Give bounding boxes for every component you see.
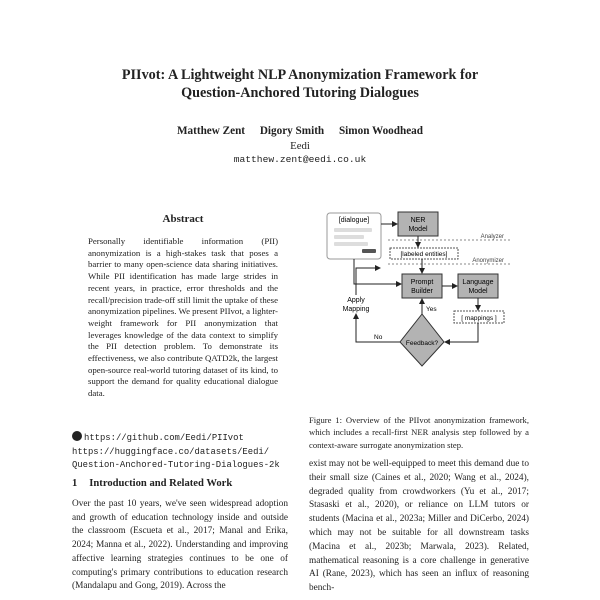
author-email[interactable]: matthew.zent@eedi.co.uk xyxy=(233,154,367,165)
right-column-text: exist may not be well-equipped to meet this demand due to their small size (Caines et al., 2020; Wang et al., 2024), degraded quality from crowdworkers (Yu et al., 2017; Stasaski et al., 2020), or reliance on LLM tutors or students (Macina et al., 2023a; Miller and DiCerbo, 2024) which may not be suitable for all downstream tasks (Macina et al., 2023b; Marwala, 2023). Related, mathematical reasoning is a core challenge in generative AI (Rane, 2023), which has seen an influx of reasoning bench- xyxy=(309,459,529,594)
anonymizer-label: Anonymizer xyxy=(472,258,504,264)
author-list xyxy=(0,125,600,137)
huggingface-link-line-1[interactable]: https://huggingface.co/datasets/Eedi/ xyxy=(72,446,270,457)
labeled-entities-label: [labeled entities] xyxy=(400,251,448,258)
intro-text: Over the past 10 years, we've seen widespread adoption and growth of education technology inside and outside the classroom (Escueta et al., 2017; Manal and Erika, 2024; Manna et al., 2022). Understanding and improving affective learning strategies continues to be one of computing's primary contributions to education research (Mandalapu and Gong, 2019). Across the xyxy=(72,499,288,592)
section-heading xyxy=(72,478,232,489)
paper-title xyxy=(0,66,600,102)
dialogue-card xyxy=(327,213,381,259)
huggingface-link-line-2[interactable]: Question-Anchored-Tutoring-Dialogues-2k xyxy=(72,460,280,471)
github-icon xyxy=(72,431,82,441)
figure-caption: Figure 1: Overview of the PIIvot anonymization framework, which includes a recall-first NER analysis step followed by a context-aware surrogate anonymization step. xyxy=(309,415,529,450)
chat-bubble xyxy=(334,242,368,246)
author-3: Simon Woodhead xyxy=(338,125,423,137)
arrow xyxy=(354,259,401,284)
no-label: No xyxy=(374,334,383,341)
yes-label: Yes xyxy=(426,306,437,313)
github-link[interactable]: https://github.com/Eedi/PIIvot xyxy=(84,433,244,443)
chat-bubble xyxy=(334,228,372,232)
author-2: Digory Smith xyxy=(259,125,325,137)
prompt-label-2: Builder xyxy=(411,288,433,295)
resource-links xyxy=(72,431,280,473)
affiliation: Eedi xyxy=(290,140,310,152)
mappings-label: [ mappings ] xyxy=(461,315,497,322)
feedback-label: Feedback? xyxy=(405,340,439,347)
title-line-1: PIIvot: A Lightweight NLP Anonymization Framework for xyxy=(121,67,479,83)
lm-label-2: Model xyxy=(468,288,488,295)
analyzer-label: Analyzer xyxy=(480,234,504,240)
section-title: Introduction and Related Work xyxy=(89,478,233,489)
apply-label-2: Mapping xyxy=(342,306,370,313)
prompt-label-1: Prompt xyxy=(410,279,434,286)
framework-diagram xyxy=(322,208,514,368)
lm-label-1: Language xyxy=(462,279,494,286)
arrow xyxy=(356,268,380,295)
author-1: Matthew Zent xyxy=(176,125,246,137)
dialogue-label: [dialogue] xyxy=(338,217,370,224)
title-line-2: Question-Anchored Tutoring Dialogues xyxy=(181,85,419,101)
apply-label-1: Apply xyxy=(347,297,365,304)
abstract-heading: Abstract xyxy=(162,213,204,225)
chat-bubble xyxy=(362,249,376,253)
ner-label-1: NER xyxy=(410,217,426,224)
arrow xyxy=(445,323,478,342)
chat-bubble xyxy=(334,235,364,239)
section-number: 1 xyxy=(72,478,78,489)
ner-label-2: Model xyxy=(408,226,428,233)
abstract-text: Personally identifiable information (PII) anonymization is a high-stakes task that poses a barrier to many open-science data sharing initiatives. While PII identification has made large strides in recent years, in practice, error thresholds and the recall/precision trade-off still limit the uptake of these anonymization pipelines. We present PIIvot, a lighter-weight framework for PII anonymization that leverages knowledge of the data context to simplify the PII detection problem. To demonstrate its effectiveness, we also contribute QATD2k, the largest open-source real-world tutoring dataset of its kind, to support the demand for quality educational dialogue data. xyxy=(88,236,278,399)
